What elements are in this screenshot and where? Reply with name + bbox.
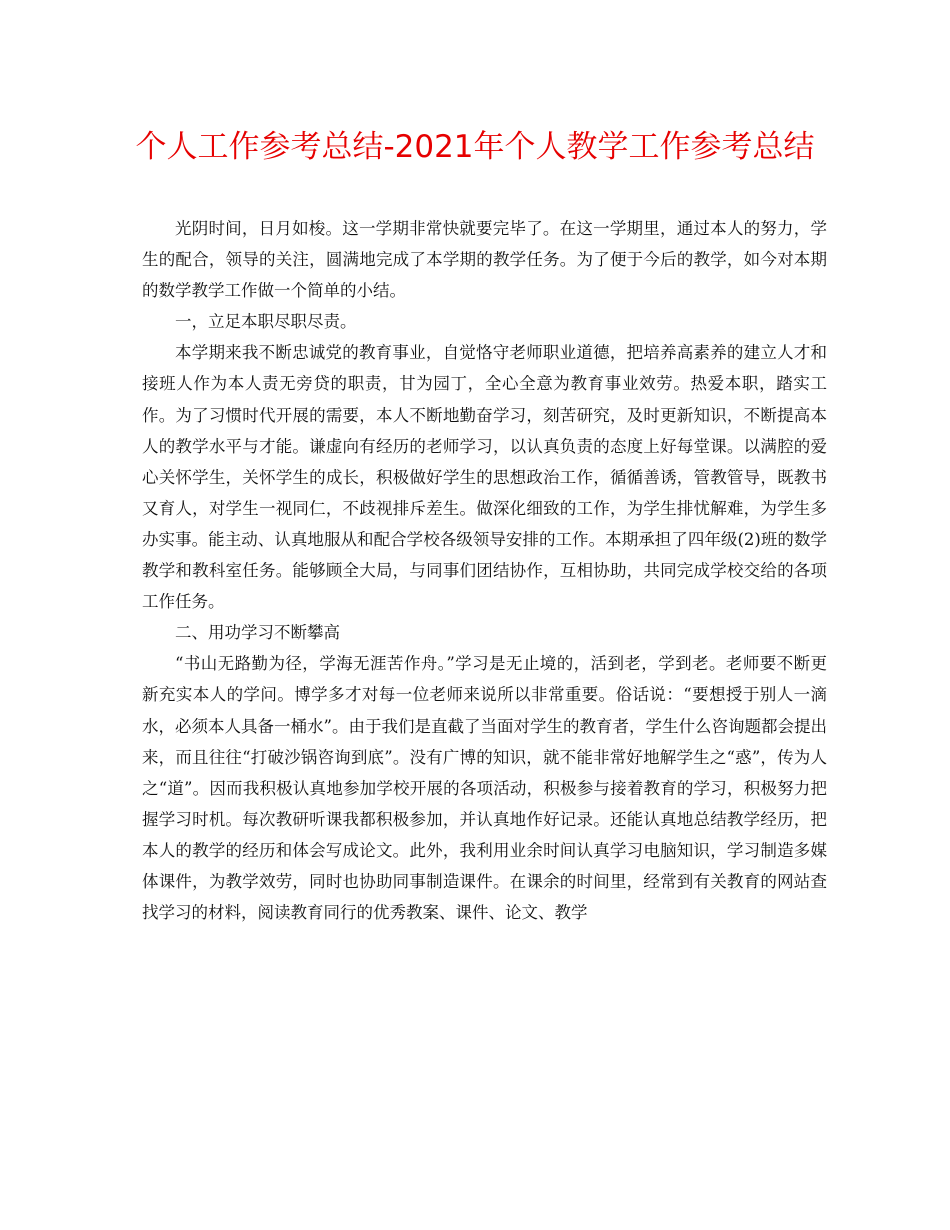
section-2-paragraph: “书山无路勤为径，学海无涯苦作舟。”学习是无止境的，活到老，学到老。老师要不断更新充实本人的学问。博学多才对每一位老师来说所以非常重要。俗话说：“要想授于别人一滴水，必须本人具备一桶水”。由于我们是直截了当面对学生的教育者，学生什么咨询题都会提出来，而且往往“打破沙锅咨询到底”。没有广博的知识，就不能非常好地解学生之“惑”，传为人之“道”。因而我积极认真地参加学校开展的各项活动，积极参与接着教育的学习，积极努力把握学习时机。每次教研听课我都积极参加，并认真地作好记录。还能认真地总结教学经历，把本人的教学的经历和体会写成论文。此外，我利用业余时间认真学习电脑知识，学习制造多媒体课件，为教学效劳，同时也协助同事制造课件。在课余的时间里，经常到有关教育的网站查找学习的材料，阅读教育同行的优秀教案、课件、论文、教学 [142, 654, 827, 923]
intro-paragraph: 光阴时间，日月如梭。这一学期非常快就要完毕了。在这一学期里，通过本人的努力，学生的配合，领导的关注，圆满地完成了本学期的教学任务。为了便于今后的教学，如今对本期的数学教学工作做一个简单的小结。 [142, 219, 827, 301]
section-heading-1: 一，立足本职尽职尽责。 [175, 312, 357, 332]
section-1-paragraph: 本学期来我不断忠诚党的教育事业，自觉恪守老师职业道德，把培养高素养的建立人才和接班人作为本人责无旁贷的职责，甘为园丁，全心全意为教育事业效劳。热爱本职，踏实工作。为了习惯时代开展的需要，本人不断地勤奋学习，刻苦研究，及时更新知识，不断提高本人的教学水平与才能。谦虚向有经历的老师学习，以认真负责的态度上好每堂课。以满腔的爱心关怀学生，关怀学生的成长，积极做好学生的思想政治工作，循循善诱，管教管导，既教书又育人，对学生一视同仁，不歧视排斥差生。做深化细致的工作，为学生排忧解难，为学生多办实事。能主动、认真地服从和配合学校各级领导安排的工作。本期承担了四年级(2)班的数学教学和教科室任务。能够顾全大局，与同事们团结协作，互相协助，共同完成学校交给的各项工作任务。 [142, 343, 827, 612]
section-heading-2: 二、用功学习不断攀高 [175, 623, 340, 643]
document-title: 个人工作参考总结-2021年个人教学工作参考总结 [135, 129, 815, 165]
document-body [142, 213, 827, 928]
